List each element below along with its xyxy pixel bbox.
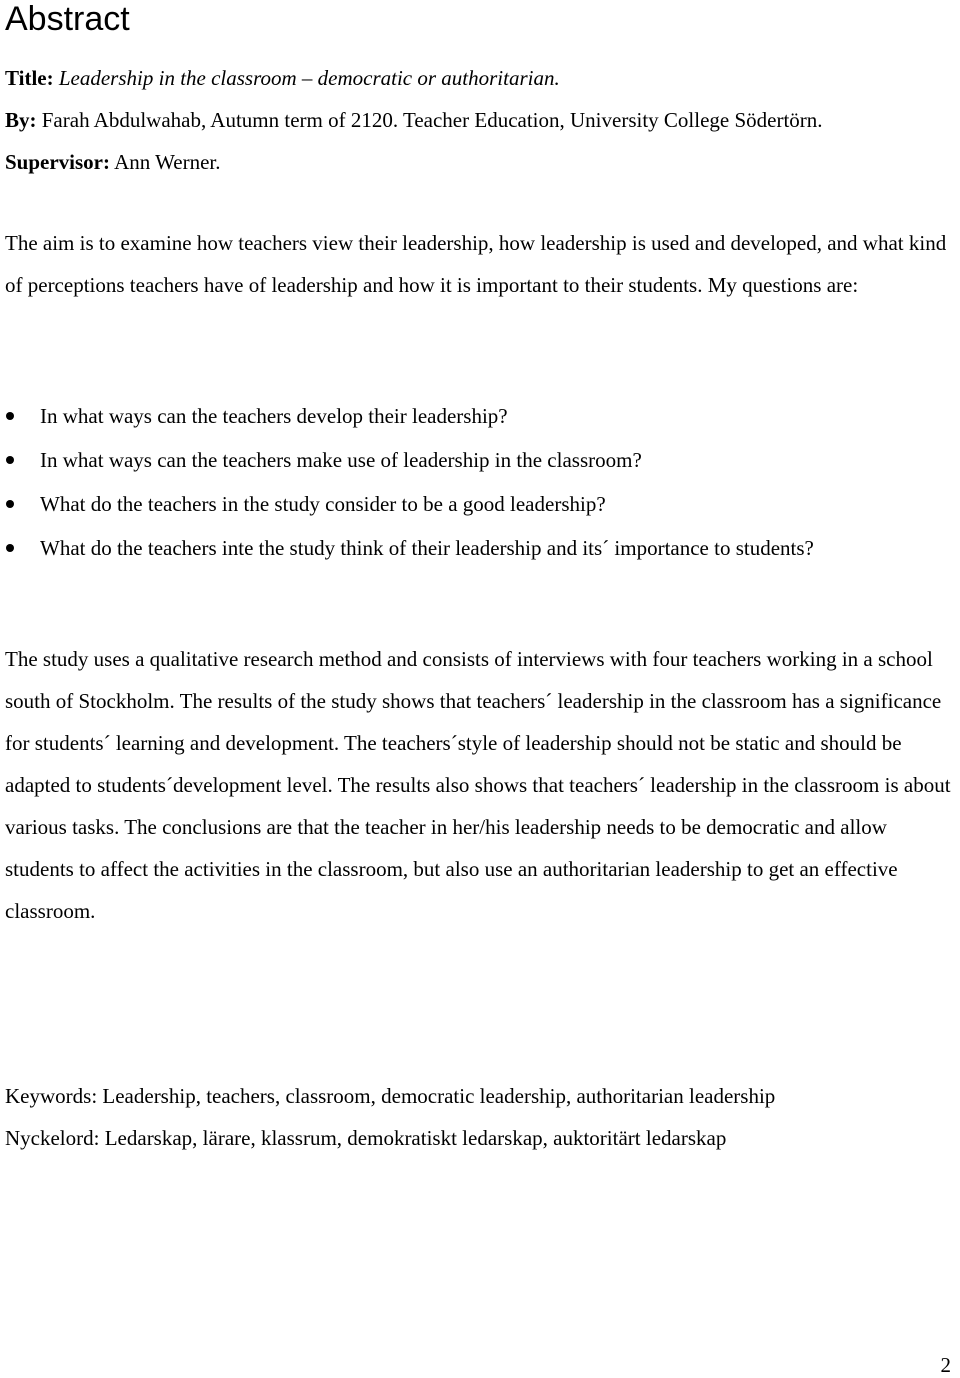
- title-line: [5, 57, 955, 99]
- title-label: Title:: [5, 66, 54, 90]
- research-questions-list: [0, 394, 955, 570]
- bullet-icon: [6, 456, 14, 464]
- supervisor-line: [5, 141, 955, 183]
- results-paragraph: The study uses a qualitative research method and consists of interviews with four teachers working in a school south of Stockholm. The results of the study shows that teachers´ leadership in the classroom has a significance for students´ learning and development. The teachers´style of leadership should not be static and should be adapted to students´development level. The results also shows that teachers´ leadership in the classroom is about various tasks. The conclusions are that the teacher in her/his leadership needs to be democratic and allow students to affect the activities in the classroom, but also use an authoritarian leadership to get an effective classroom.: [5, 647, 951, 923]
- aim-paragraph: The aim is to examine how teachers view their leadership, how leadership is used and developed, and what kind of perceptions teachers have of leadership and how it is important to their students. My questions are:: [5, 231, 947, 297]
- question-text: In what ways can the teachers develop their leadership?: [40, 404, 508, 428]
- abstract-heading: Abstract: [5, 0, 130, 38]
- page-number: 2: [940, 1353, 951, 1377]
- thesis-metadata: [5, 57, 955, 183]
- list-item: [0, 394, 955, 438]
- author-info: Farah Abdulwahab, Autumn term of 2120. Teacher Education, University College Södertörn.: [41, 108, 823, 132]
- list-item: [0, 438, 955, 482]
- bullet-icon: [6, 500, 14, 508]
- bullet-icon: [6, 544, 14, 552]
- question-text: What do the teachers inte the study think of their leadership and its´ importance to students?: [40, 536, 814, 560]
- question-text: In what ways can the teachers make use of leadership in the classroom?: [40, 448, 642, 472]
- author-label: By:: [5, 108, 37, 132]
- keywords-section: [5, 1075, 955, 1159]
- question-text: What do the teachers in the study consider to be a good leadership?: [40, 492, 606, 516]
- supervisor-label: Supervisor:: [5, 150, 110, 174]
- list-item: [0, 482, 955, 526]
- thesis-title: Leadership in the classroom – democratic or authoritarian.: [58, 66, 560, 90]
- keywords-english: Keywords: Leadership, teachers, classroom, democratic leadership, authoritarian leadership: [5, 1084, 776, 1108]
- keywords-swedish: Nyckelord: Ledarskap, lärare, klassrum, demokratiskt ledarskap, auktoritärt ledarskap: [5, 1126, 727, 1150]
- list-item: [0, 526, 955, 570]
- author-line: [5, 99, 955, 141]
- supervisor-name: Ann Werner.: [114, 150, 221, 174]
- bullet-icon: [6, 412, 14, 420]
